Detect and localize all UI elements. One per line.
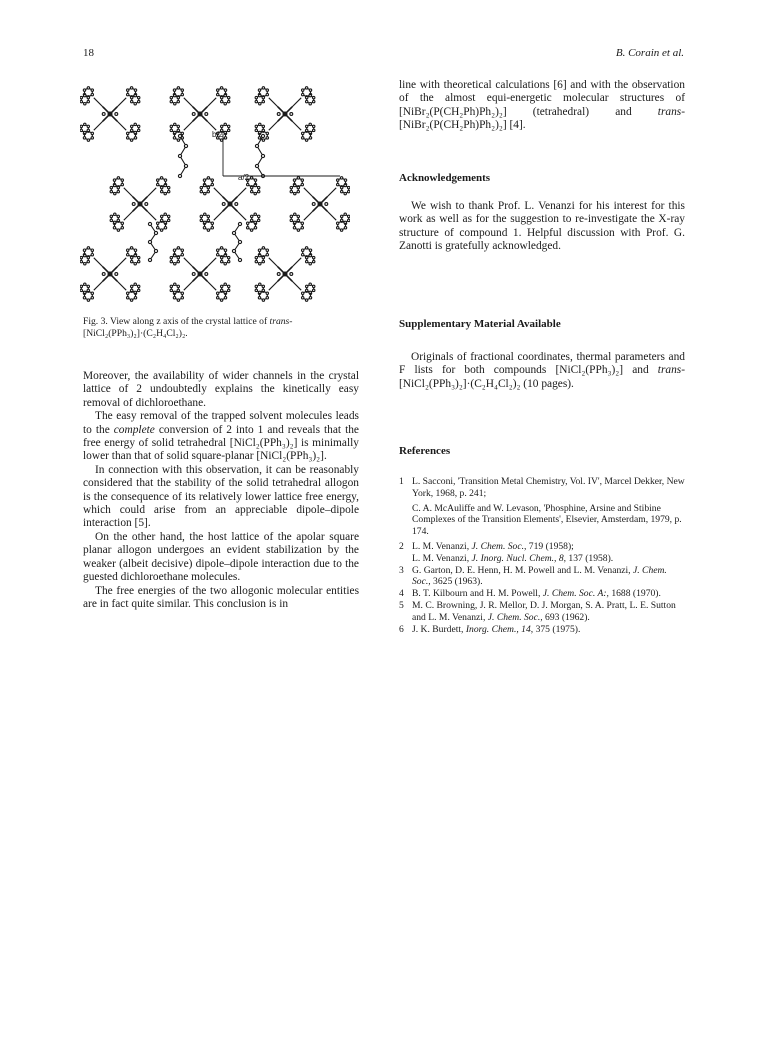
acknowledgements-text: We wish to thank Prof. L. Venanzi for his interest for this work as well as for the suggestion to re-investigate the X-ray structure of compound 1. Helpful discussion with Prof. G. Zanotti is gratefully acknowledged. bbox=[399, 200, 685, 253]
references-list bbox=[399, 476, 687, 635]
reference-item: 1 L. Sacconi, 'Transition Metal Chemistry, Vol. IV', Marcel Dekker, New York, 1968, p. 241; bbox=[399, 476, 685, 499]
reference-item: L. M. Venanzi, J. Inorg. Nucl. Chem., 8, 137 (1958). bbox=[412, 552, 614, 564]
paragraph: The free energies of the two allogonic molecular entities are in fact quite similar. This conclusion is in bbox=[83, 584, 359, 610]
reference-item: 4 B. T. Kilbourn and H. M. Powell, J. Chem. Soc. A:, 1688 (1970). bbox=[399, 588, 661, 600]
paragraph: The easy removal of the trapped solvent molecules leads to the complete conversion of 2 into 1 and reveals that the free energy of solid tetrahedral [NiCl₂(PPh₃)₂] is minimally lower than that of solid square-planar [NiCl₂(PPh₃)₂]. bbox=[83, 410, 359, 463]
reference-item: 6 J. K. Burdett, Inorg. Chem., 14, 375 (1975). bbox=[399, 623, 581, 635]
reference-item: 2 L. M. Venanzi, J. Chem. Soc., 719 (1958); bbox=[399, 540, 574, 552]
acknowledgements-heading: Acknowledgements bbox=[399, 172, 491, 184]
reference-item: C. A. McAuliffe and W. Levason, 'Phosphine, Arsine and Stibine Complexes of the Transition Elements', Elsevier, Amsterdam, 1979, p. 174. bbox=[412, 502, 682, 538]
page-number: 18 bbox=[83, 47, 94, 59]
a-half-label: a/2 bbox=[238, 173, 250, 182]
supplementary-text: Originals of fractional coordinates, thermal parameters and F lists for both compounds [NiCl₂(PPh₃)₂] and trans-[NiCl₂(PPh₃)₂]·(C₂H₄Cl₂)₂ (10 pages). bbox=[399, 351, 685, 390]
right-column-continuation: line with theoretical calculations [6] and with the observation of the almost equi-energetic molecular structures of [NiBr₂(P(CH₂Ph)Ph₂)₂] (tetrahedral) and trans-[NiBr₂(P(CH₂Ph)Ph₂)₂] [4]. bbox=[399, 79, 685, 132]
b-half-label: b/2 bbox=[212, 130, 224, 139]
paragraph: In connection with this observation, it can be reasonably considered that the stability of the solid tetrahedral allogon is the consequence of its relatively lower lattice free energy, which could arise from an appreciable dipole–dipole interaction [5]. bbox=[83, 463, 359, 530]
paragraph: Moreover, the availability of wider channels in the crystal lattice of 2 undoubtedly explains the kinetically easy removal of dichloroethane. bbox=[83, 370, 359, 409]
paragraph: On the other hand, the host lattice of the apolar square planar allogon undergoes an evident stabilization by the weaker (albeit decisive) dipole–dipole interaction due to the guested dichloroethane molecules. bbox=[83, 530, 359, 584]
reference-item: 3 G. Garton, D. E. Henn, H. M. Powell and L. M. Venanzi, J. Chem. Soc., 3625 (1963). bbox=[399, 564, 667, 588]
left-column bbox=[83, 370, 359, 611]
figure-caption: Fig. 3. View along z axis of the crystal lattice of trans-[NiCl₂(PPh₃)₂]·(C₂H₄Cl₂)₂. bbox=[83, 316, 293, 339]
running-head: B. Corain et al. bbox=[615, 47, 684, 59]
crystal-lattice-figure bbox=[80, 74, 350, 308]
reference-item: 5 M. C. Browning, J. R. Mellor, D. J. Morgan, S. A. Pratt, L. E. Sutton and L. M. Venanzi, J. Chem. Soc., 693 (1962). bbox=[399, 599, 676, 623]
supplementary-heading: Supplementary Material Available bbox=[399, 318, 561, 330]
references-heading: References bbox=[399, 445, 451, 457]
